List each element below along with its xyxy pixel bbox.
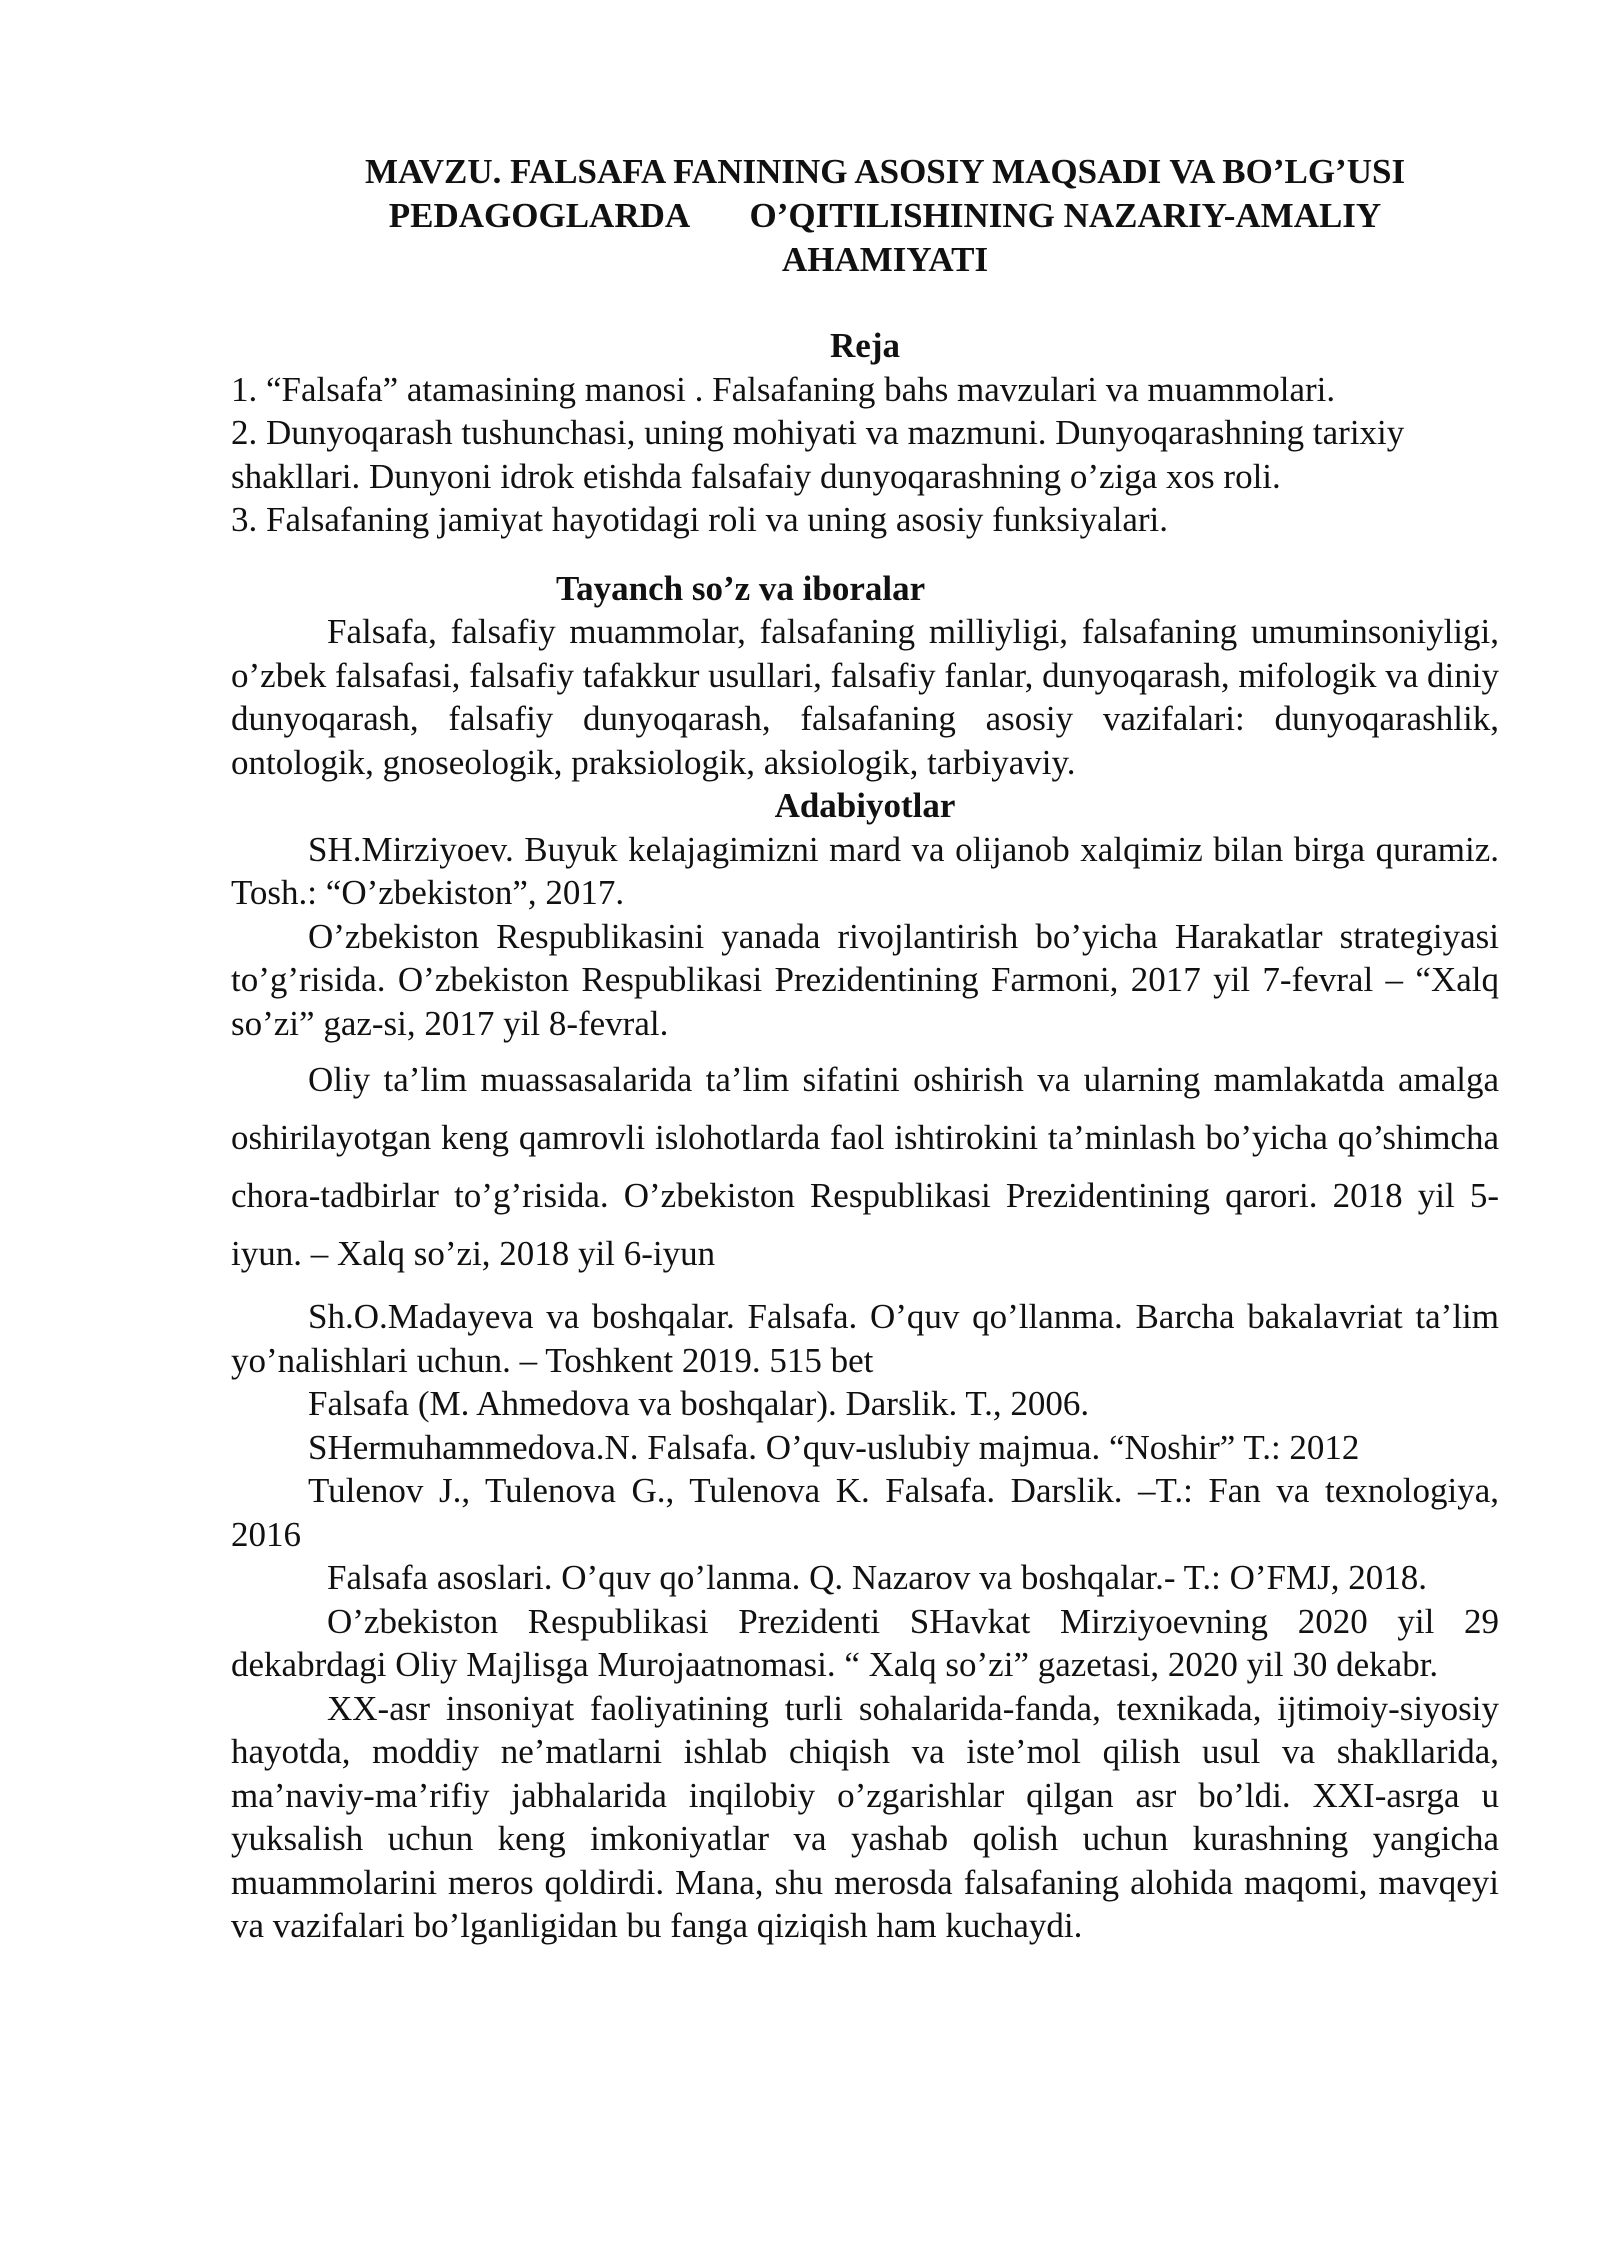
title-line-3: AHAMIYATI bbox=[781, 240, 989, 279]
title-line-1: MAVZU. FALSAFA FANINING ASOSIY MAQSADI VA BO’LG’USI bbox=[364, 152, 1406, 191]
plan-item-3: 3. Falsafaning jamiyat hayotidagi roli va uning asosiy funksiyalari. bbox=[231, 500, 1169, 539]
document-title bbox=[231, 150, 1499, 282]
literature-item-6: SHermuhammedova.N. Falsafa. O’quv-uslubiy majmua. “Noshir” T.: 2012 bbox=[308, 1427, 1360, 1467]
literature-item-8: Falsafa asoslari. O’quv qo’lanma. Q. Nazarov va boshqalar.- T.: O’FMJ, 2018. bbox=[327, 1558, 1427, 1597]
title-line-2: PEDAGOGLARDA O’QITILISHINING NAZARIY-AMALIY bbox=[388, 196, 1382, 235]
document-content bbox=[231, 150, 1499, 1948]
literature-item-4: Sh.O.Madayeva va boshqalar. Falsafa. O’quv qo’llanma. Barcha bakalavriat ta’lim yo’nalishlari uchun. – Toshkent 2019. 515 bet bbox=[231, 1297, 1499, 1380]
plan-item-2: 2. Dunyoqarash tushunchasi, uning mohiyati va mazmuni. Dunyoqarashning tarixiy shakllari. Dunyoni idrok etishda falsafaiy dunyoqarashning o’ziga xos roli. bbox=[231, 413, 1405, 496]
keywords-paragraph: Falsafa, falsafiy muammolar, falsafaning milliyligi, falsafaning umuminsoniyligi, o’zbek falsafasi, falsafiy tafakkur usullari, falsafiy fanlar, dunyoqarash, mifologik va diniy dunyoqarash, falsafiy dunyoqarash, falsafaning asosiy vazifalari: dunyoqarashlik, ontologik, gnoseologik, praksiologik, aksiologik, tarbiyaviy. bbox=[231, 612, 1499, 782]
plan-item-1: 1. “Falsafa” atamasining manosi . Falsafaning bahs mavzulari va muammolari. bbox=[231, 369, 1336, 409]
literature-item-9: O’zbekiston Respublikasi Prezidenti SHavkat Mirziyoevning 2020 yil 29 dekabrdagi Oliy Majlisga Murojaatnomasi. “ Xalq so’zi” gazetasi, 2020 yil 30 dekabr. bbox=[231, 1601, 1499, 1684]
literature-item-3: Oliy ta’lim muassasalarida ta’lim sifatini oshirish va ularning mamlakatda amalga oshirilayotgan keng qamrovli islohotlarda faol ishtirokini ta’minlash bo’yicha qo’shimcha chora-tadbirlar to’g’risida. O’zbekiston Respublikasi Prezidentining qarori. 2018 yil 5-iyun. – Xalq so’zi, 2018 yil 6-iyun bbox=[231, 1060, 1499, 1273]
literature-item-7: Tulenov J., Tulenova G., Tulenova K. Falsafa. Darslik. –T.: Fan va texnologiya, 2016 bbox=[231, 1471, 1499, 1554]
body-paragraph: XX-asr insoniyat faoliyatining turli sohalarida-fanda, texnikada, ijtimoiy-siyosiy hayotda, moddiy ne’matlarni ishlab chiqish va iste’mol qilish usul va shakllarida, ma’naviy-ma’rifiy jabhalarida inqilobiy o’zgarishlar qilgan asr bo’ldi. XXI-asrga u yuksalish uchun keng imkoniyatlar va yashab qolish uchun kurashning yangicha muammolarini meros qoldirdi. Mana, shu merosda falsafaning alohida maqomi, mavqeyi va vazifalari bo’lganligidan bu fanga qiziqish ham kuchaydi. bbox=[231, 1688, 1499, 1945]
literature-heading: Adabiyotlar bbox=[774, 786, 956, 825]
plan-heading: Reja bbox=[830, 326, 900, 365]
literature-item-5: Falsafa (M. Ahmedova va boshqalar). Darslik. T., 2006. bbox=[308, 1384, 1090, 1423]
keywords-heading: Tayanch so’z va iboralar bbox=[556, 568, 926, 608]
literature-item-2: O’zbekiston Respublikasini yanada rivojlantirish bo’yicha Harakatlar strategiyasi to’g’risida. O’zbekiston Respublikasi Prezidentining Farmoni, 2017 yil 7-fevral – “Xalq so’zi” gaz-si, 2017 yil 8-fevral. bbox=[231, 916, 1499, 1043]
literature-item-1: SH.Mirziyoev. Buyuk kelajagimizni mard va olijanob xalqimiz bilan birga quramiz. Tosh.: “O’zbekiston”, 2017. bbox=[231, 829, 1499, 912]
